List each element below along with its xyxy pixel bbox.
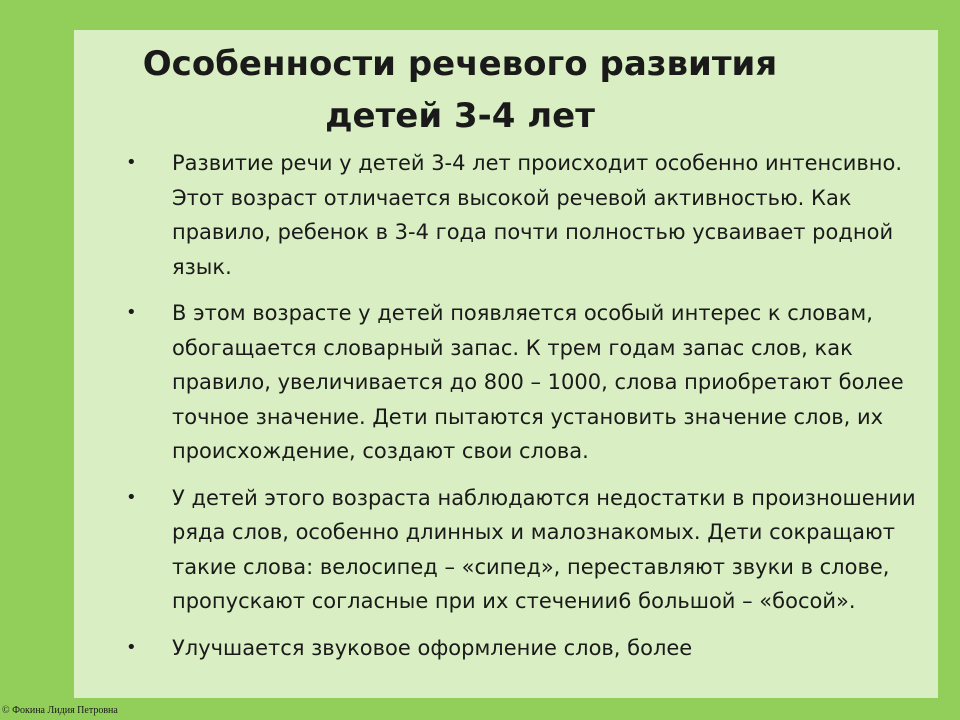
bullet-marker: • — [126, 636, 137, 658]
bullet-item — [126, 481, 926, 619]
bullet-item — [126, 146, 926, 284]
bullet-marker: • — [126, 302, 137, 323]
bullet-text: Улучшается звуковое оформление слов, более — [172, 635, 693, 660]
bullet-item — [126, 631, 926, 666]
bullet-marker: • — [126, 152, 137, 173]
bullet-text: В этом возрасте у детей появляется особый интерес к словам, обогащается словарный запас. К трем годам запас слов, как правило, увеличивается до 800 – 1000, слова приобретают более точное значение. Дети пытаются установить значение слов, их происхождение, создают свои слова. — [172, 301, 904, 463]
slide-title-line-1: Особенности речевого развития — [142, 44, 778, 84]
bullet-text: Развитие речи у детей 3-4 лет происходит особенно интенсивно. Этот возраст отличается высокой речевой активностью. Как правило, ребенок в 3-4 года почти полностью усваивает родной язык. — [172, 151, 903, 279]
slide-title-line-2: детей 3-4 лет — [325, 96, 595, 136]
bullet-list — [126, 146, 926, 677]
bullet-marker: • — [126, 486, 137, 508]
copyright-text: © Фокина Лидия Петровна — [2, 705, 118, 716]
bullet-item — [126, 296, 926, 469]
slide-title — [0, 38, 920, 142]
bullet-text: У детей этого возраста наблюдаются недостатки в произношении ряда слов, особенно длинных и малознакомых. Дети сокращают такие слова: велосипед – «сипед», переставляют звуки в слове, пропускают согласные при их стечении6 большой – «босой». — [172, 485, 916, 613]
